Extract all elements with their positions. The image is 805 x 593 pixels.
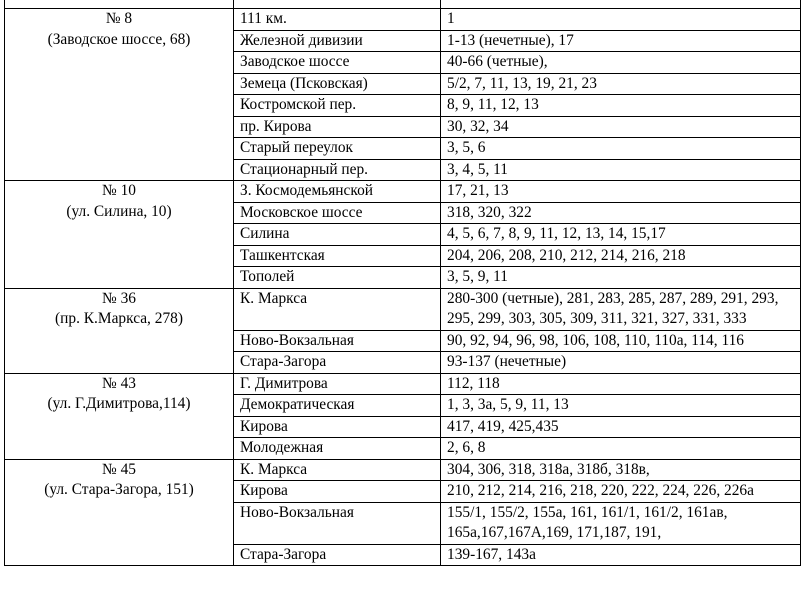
street-cell: Кирова — [234, 416, 441, 438]
houses-cell: 90, 92, 94, 96, 98, 106, 108, 110, 110а, 114, 116 — [441, 330, 801, 352]
table-row — [5, 0, 801, 9]
houses-cell: 93-137 (нечетные) — [441, 352, 801, 374]
street-cell: Земеца (Псковская) — [234, 73, 441, 95]
street-cell: Ново-Вокзальная — [234, 330, 441, 352]
street-cell: Железной дивизии — [234, 30, 441, 52]
houses-cell: 5/2, 7, 11, 13, 19, 21, 23 — [441, 73, 801, 95]
street-cell: Ташкентская — [234, 245, 441, 267]
station-number: № 43 — [102, 374, 136, 392]
houses-cell: 8, 9, 11, 12, 13 — [441, 95, 801, 117]
polling-station-cell — [5, 459, 234, 566]
houses-cell: 112, 118 — [441, 373, 801, 395]
station-number: № 8 — [105, 10, 133, 27]
top-cell-3 — [441, 0, 801, 9]
houses-cell: 417, 419, 425,435 — [441, 416, 801, 438]
street-cell: Кирова — [234, 481, 441, 503]
houses-cell: 3, 4, 5, 11 — [441, 159, 801, 181]
address-table — [4, 0, 801, 566]
station-number: № 45 — [102, 460, 136, 478]
station-address: (ул. Стара-Загора, 151) — [44, 481, 194, 498]
station-address: (Заводское шоссе, 68) — [47, 30, 191, 48]
street-cell: Силина — [234, 224, 441, 246]
houses-cell: 30, 32, 34 — [441, 116, 801, 138]
houses-cell: 17, 21, 13 — [441, 181, 801, 203]
houses-cell: 1-13 (нечетные), 17 — [441, 30, 801, 52]
houses-cell: 2, 6, 8 — [441, 438, 801, 460]
top-cell-1 — [5, 0, 234, 9]
street-cell: Тополей — [234, 267, 441, 289]
station-number: № 36 — [102, 289, 136, 307]
street-cell: Ново-Вокзальная — [234, 502, 441, 544]
street-cell: К. Маркса — [234, 288, 441, 330]
polling-station-cell — [5, 181, 234, 289]
houses-cell: 4, 5, 6, 7, 8, 9, 11, 12, 13, 14, 15,17 — [441, 224, 801, 246]
table-row — [5, 373, 801, 395]
street-cell: Стара-Загора — [234, 544, 441, 566]
houses-cell: 318, 320, 322 — [441, 202, 801, 224]
street-cell: Стационарный пер. — [234, 159, 441, 181]
street-cell: Заводское шоссе — [234, 52, 441, 74]
houses-cell: 40-66 (четные), — [441, 52, 801, 74]
houses-cell: 304, 306, 318, 318а, 318б, 318в, — [441, 459, 801, 481]
street-cell: Стара-Загора — [234, 352, 441, 374]
top-cell-2 — [234, 0, 441, 9]
houses-cell: 210, 212, 214, 216, 218, 220, 222, 224, 226, 226а — [441, 481, 801, 503]
houses-cell: 204, 206, 208, 210, 212, 214, 216, 218 — [441, 245, 801, 267]
houses-cell: 155/1, 155/2, 155а, 161, 161/1, 161/2, 161ав, 165а,167,167А,169, 171,187, 191, — [441, 502, 801, 544]
station-address: (пр. К.Маркса, 278) — [55, 310, 183, 327]
houses-cell: 139-167, 143а — [441, 544, 801, 566]
houses-cell: 280-300 (четные), 281, 283, 285, 287, 289, 291, 293, 295, 299, 303, 305, 309, 311, 321, 327, 331, 333 — [441, 288, 801, 330]
street-cell: Старый переулок — [234, 138, 441, 160]
polling-station-cell — [5, 373, 234, 459]
houses-cell: 1, 3, 3а, 5, 9, 11, 13 — [441, 395, 801, 417]
street-cell: пр. Кирова — [234, 116, 441, 138]
address-table-body — [5, 0, 801, 566]
street-cell: 111 км. — [234, 9, 441, 31]
table-row — [5, 181, 801, 203]
street-cell: К. Маркса — [234, 459, 441, 481]
polling-station-cell — [5, 288, 234, 373]
street-cell: Г. Димитрова — [234, 373, 441, 395]
street-cell: Московское шоссе — [234, 202, 441, 224]
station-address: (ул. Г.Димитрова,114) — [47, 395, 191, 412]
houses-cell: 1 — [441, 9, 801, 31]
street-cell: Костромской пер. — [234, 95, 441, 117]
houses-cell: 3, 5, 9, 11 — [441, 267, 801, 289]
table-row — [5, 459, 801, 481]
station-number: № 10 — [102, 182, 136, 199]
station-address: (ул. Силина, 10) — [66, 202, 172, 220]
street-cell: Демократическая — [234, 395, 441, 417]
street-cell: Молодежная — [234, 438, 441, 460]
table-row — [5, 288, 801, 330]
houses-cell: 3, 5, 6 — [441, 138, 801, 160]
polling-station-cell — [5, 9, 234, 181]
table-row — [5, 9, 801, 31]
street-cell: З. Космодемьянской — [234, 181, 441, 203]
